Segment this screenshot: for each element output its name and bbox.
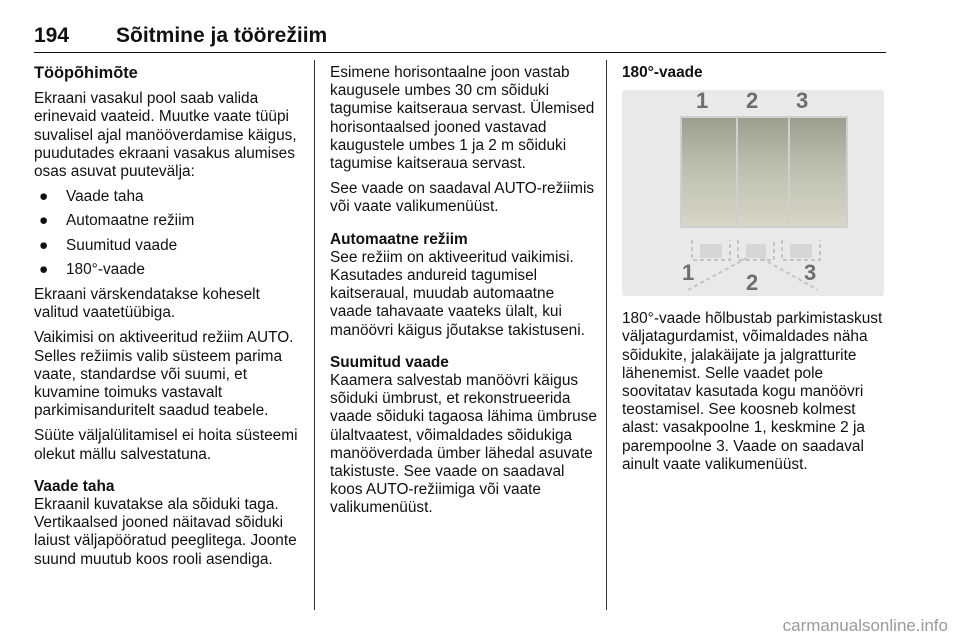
paragraph: Esimene horisontaalne joon vastab kaugusele umbes 30 cm sõiduki tagumise kaitseraua servast. Ülemised horisontaalsed jooned vastavad kaugustele umbes 1 ja 2 m sõiduki tagumise kaitseraua servast.	[330, 64, 595, 173]
paragraph: Ekraani vasakul pool saab valida erinevaid vaateid. Muutke vaate tüüpi suvalisel ajal manööverdamise käigus, puudutades ekraani vasakus alumises osas asuvat puutevälja:	[34, 90, 297, 181]
zone-label-bottom: 3	[804, 260, 817, 286]
paragraph: See vaade on saadaval AUTO-režiimis või vaate valikumenüüst.	[330, 180, 595, 216]
paragraph: Ekraani värskendatakse koheselt valitud vaatetüübiga.	[34, 286, 260, 322]
column-divider	[606, 60, 607, 610]
bullet-icon: ●	[39, 212, 49, 230]
column-divider	[314, 60, 315, 610]
paragraph: Süüte väljalülitamisel ei hoita süsteemi olekut mällu salvestatuna.	[34, 427, 298, 463]
zone-label-top: 1	[696, 88, 709, 114]
column-middle	[330, 64, 598, 525]
panoramic-view-figure	[622, 90, 884, 296]
paragraph: Vaikimisi on aktiveeritud režiim AUTO. Selles režiimis valib süsteem parima vaate, standardse või suumi, et kuvamine toimuks vastavalt parkimisanduritelt saadud teabele.	[34, 329, 294, 420]
list-item: ● Vaade taha	[39, 188, 144, 206]
bullet-icon: ●	[39, 188, 49, 206]
list-item: ● 180°-vaade	[39, 260, 145, 278]
bullet-icon: ●	[39, 236, 49, 254]
subsection-heading: Automaatne režiim	[330, 230, 468, 248]
watermark: carmanualsonline.info	[782, 616, 948, 635]
zone-label-bottom: 1	[682, 260, 695, 286]
column-right	[622, 64, 888, 481]
view-type-list	[34, 188, 300, 279]
parking-slots-diagram	[622, 90, 884, 296]
list-item: ● Suumitud vaade	[39, 236, 178, 254]
paragraph: Kaamera salvestab manöövri käigus sõiduki ümbrust, et rekonstrueerida vaade sõiduki tagaosa lähima ümbruse ülaltvaatest, võimaldades sõidukiga manööverdada ümber lähedal asuvate takistuste. See vaade on saadaval koos AUTO-režiimiga või vaate valikumenüüst.	[330, 372, 597, 517]
bullet-icon: ●	[39, 260, 49, 278]
page-number: 194	[34, 24, 70, 47]
paragraph: 180°-vaade hõlbustab parkimistaskust väljatagurdamist, võimaldades näha sõidukite, jalakäijate ja jalgratturite lähenemist. Selle vaadet pole soovitatav kasutada kogu manöövri teostamisel. See koosneb kolmest alast: vasakpoolne 1, keskmine 2 ja parempoolne 3. Vaade on saadaval ainult vaate valikumenüüst.	[622, 310, 883, 473]
list-item: ● Automaatne režiim	[39, 212, 195, 230]
zone-label-top: 3	[796, 88, 809, 114]
zone-label-bottom: 2	[746, 270, 759, 296]
page-title: Sõitmine ja töörežiim	[116, 24, 328, 47]
zone-label-top: 2	[746, 88, 759, 114]
paragraph: Ekraanil kuvatakse ala sõiduki taga. Vertikaalsed jooned näitavad sõiduki laiust väljapööratud peeglitega. Joonte suund muutub koos rooli asendiga.	[34, 496, 297, 568]
subsection-heading: Suumitud vaade	[330, 353, 449, 371]
column-left	[34, 64, 300, 576]
paragraph: See režiim on aktiveeritud vaikimisi. Kasutades andureid tagumisel kaitseraual, muudab automaatne vaade tahavaate vaateks ülalt, kui manöövri käigus jõutakse takistuseni.	[330, 248, 585, 339]
subsection-heading: Vaade taha	[34, 477, 115, 495]
section-heading: Tööpõhimõte	[34, 64, 138, 82]
page-header	[34, 24, 886, 53]
subsection-heading: 180°-vaade	[622, 64, 703, 81]
